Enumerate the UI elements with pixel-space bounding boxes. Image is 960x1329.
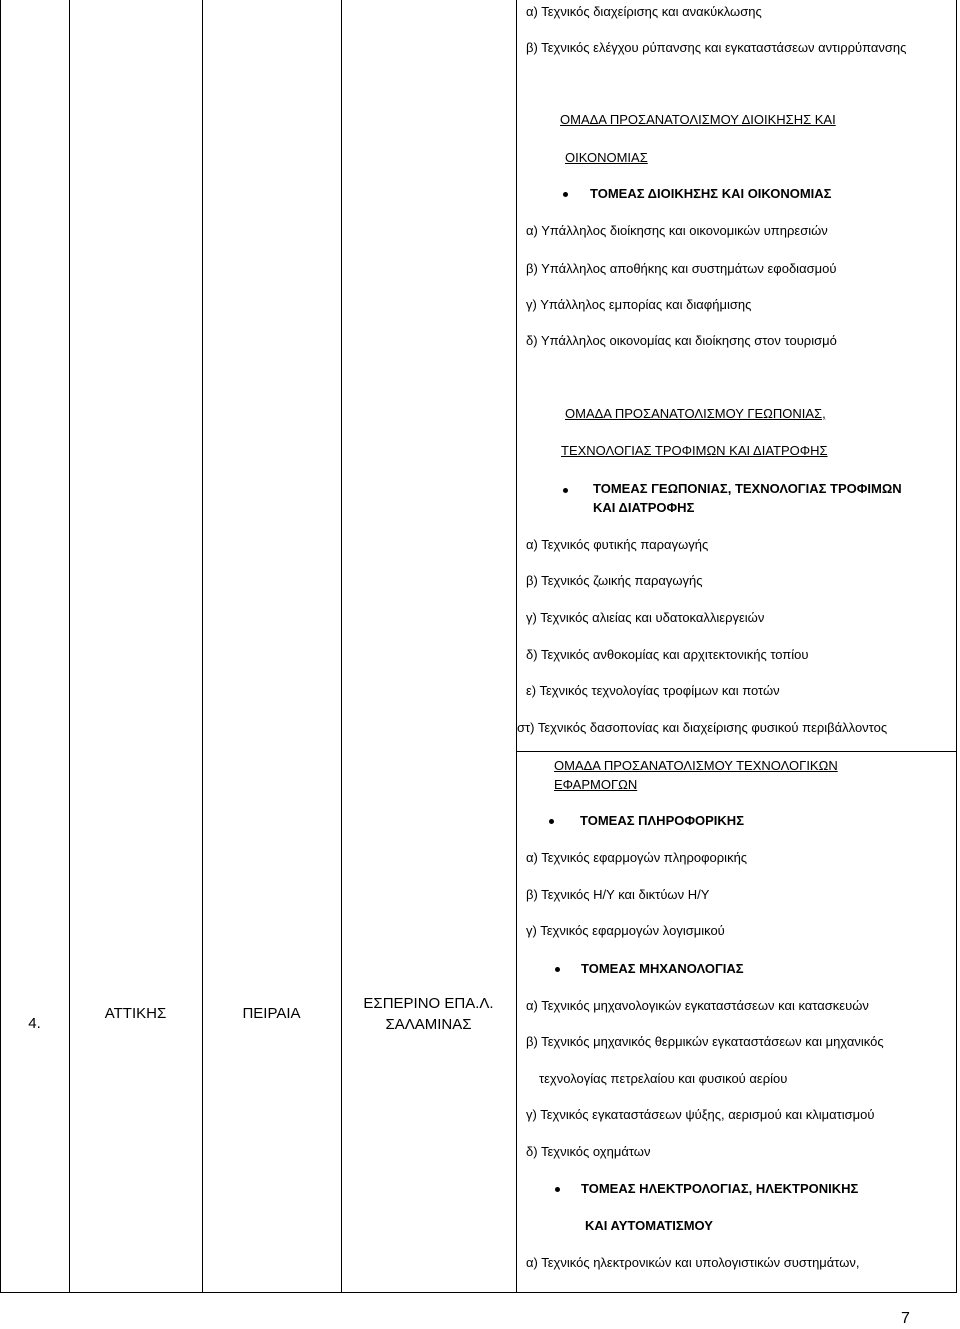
table-border-left	[0, 0, 1, 1293]
bullet-icon	[563, 488, 568, 493]
sector-heading: ΤΟΜΕΑΣ ΔΙΟΙΚΗΣΗΣ ΚΑΙ ΟΙΚΟΝΟΜΙΑΣ	[590, 186, 832, 201]
group-heading: ΟΜΑΔΑ ΠΡΟΣΑΝΑΤΟΛΙΣΜΟΥ ΤΕΧΝΟΛΟΓΙΚΩΝ	[554, 758, 838, 773]
sector-heading: ΤΟΜΕΑΣ ΠΛΗΡΟΦΟΡΙΚΗΣ	[580, 813, 744, 828]
specialty-line: δ) Υπάλληλος οικονομίας και διοίκησης στον τουρισμό	[526, 333, 837, 348]
table-divider-3	[341, 0, 342, 1293]
specialty-line: α) Τεχνικός μηχανολογικών εγκαταστάσεων και κατασκευών	[526, 998, 869, 1013]
bullet-icon	[563, 192, 568, 197]
table-divider-1	[69, 0, 70, 1293]
specialty-line: δ) Τεχνικός οχημάτων	[526, 1144, 651, 1159]
school-name-line2: ΣΑΛΑΜΙΝΑΣ	[385, 1016, 472, 1033]
sector-heading: ΤΟΜΕΑΣ ΗΛΕΚΤΡΟΛΟΓΙΑΣ, ΗΛΕΚΤΡΟΝΙΚΗΣ	[581, 1181, 859, 1196]
specialty-line: α) Τεχνικός ηλεκτρονικών και υπολογιστικών συστημάτων,	[526, 1255, 860, 1270]
area-name: ΠΕΙΡΑΙΑ	[242, 1005, 301, 1022]
specialty-line: στ) Τεχνικός δασοπονίας και διαχείρισης φυσικού περιβάλλοντος	[517, 720, 888, 735]
specialty-line: γ) Τεχνικός εφαρμογών λογισμικού	[526, 923, 725, 938]
section-divider	[516, 751, 957, 752]
specialty-line: ε) Τεχνικός τεχνολογίας τροφίμων και ποτών	[526, 683, 780, 698]
sector-heading: ΚΑΙ ΔΙΑΤΡΟΦΗΣ	[593, 500, 695, 515]
sector-heading: ΤΟΜΕΑΣ ΜΗΧΑΝΟΛΟΓΙΑΣ	[581, 961, 744, 976]
specialty-line: β) Υπάλληλος αποθήκης και συστημάτων εφοδιασμού	[526, 261, 837, 276]
region-name: ΑΤΤΙΚΗΣ	[104, 1005, 167, 1022]
table-border-right	[956, 0, 957, 1293]
specialty-line: α) Τεχνικός εφαρμογών πληροφορικής	[526, 850, 748, 865]
page-number: 7	[901, 1310, 910, 1327]
specialty-line: α) Τεχνικός διαχείρισης και ανακύκλωσης	[526, 4, 762, 19]
table-divider-2	[202, 0, 203, 1293]
specialty-line: α) Τεχνικός φυτικής παραγωγής	[526, 537, 709, 552]
specialty-line: β) Τεχνικός μηχανικός θερμικών εγκαταστάσεων και μηχανικός	[526, 1034, 884, 1049]
bullet-icon	[555, 967, 560, 972]
bullet-icon	[549, 819, 554, 824]
bullet-icon	[555, 1187, 560, 1192]
group-heading: ΕΦΑΡΜΟΓΩΝ	[554, 777, 638, 792]
specialty-line: β) Τεχνικός ελέγχου ρύπανσης και εγκαταστάσεων αντιρρύπανσης	[526, 40, 907, 55]
table-divider-4	[516, 0, 517, 1293]
specialty-line: β) Τεχνικός Η/Υ και δικτύων Η/Υ	[526, 887, 710, 902]
specialty-line: α) Υπάλληλος διοίκησης και οικονομικών υπηρεσιών	[526, 223, 828, 238]
sector-heading: ΤΟΜΕΑΣ ΓΕΩΠΟΝΙΑΣ, ΤΕΧΝΟΛΟΓΙΑΣ ΤΡΟΦΙΜΩΝ	[593, 481, 902, 496]
specialty-line: δ) Τεχνικός ανθοκομίας και αρχιτεκτονικής τοπίου	[526, 647, 809, 662]
group-heading: ΟΜΑΔΑ ΠΡΟΣΑΝΑΤΟΛΙΣΜΟΥ ΓΕΩΠΟΝΙΑΣ,	[565, 406, 826, 421]
table-border-bottom	[0, 1292, 957, 1293]
specialty-line: τεχνολογίας πετρελαίου και φυσικού αερίου	[539, 1071, 788, 1086]
row-number: 4.	[28, 1015, 41, 1032]
group-heading: ΟΜΑΔΑ ΠΡΟΣΑΝΑΤΟΛΙΣΜΟΥ ΔΙΟΙΚΗΣΗΣ ΚΑΙ	[560, 112, 836, 127]
specialty-line: γ) Υπάλληλος εμπορίας και διαφήμισης	[526, 297, 752, 312]
specialty-line: β) Τεχνικός ζωικής παραγωγής	[526, 573, 703, 588]
specialty-line: γ) Τεχνικός εγκαταστάσεων ψύξης, αερισμού και κλιματισμού	[526, 1107, 875, 1122]
specialty-line: γ) Τεχνικός αλιείας και υδατοκαλλιεργειών	[526, 610, 765, 625]
group-heading: ΟΙΚΟΝΟΜΙΑΣ	[565, 150, 648, 165]
group-heading: ΤΕΧΝΟΛΟΓΙΑΣ ΤΡΟΦΙΜΩΝ ΚΑΙ ΔΙΑΤΡΟΦΗΣ	[561, 443, 828, 458]
sector-heading: ΚΑΙ ΑΥΤΟΜΑΤΙΣΜΟΥ	[585, 1218, 713, 1233]
school-name-line1: ΕΣΠΕΡΙΝΟ ΕΠΑ.Λ.	[363, 995, 494, 1012]
